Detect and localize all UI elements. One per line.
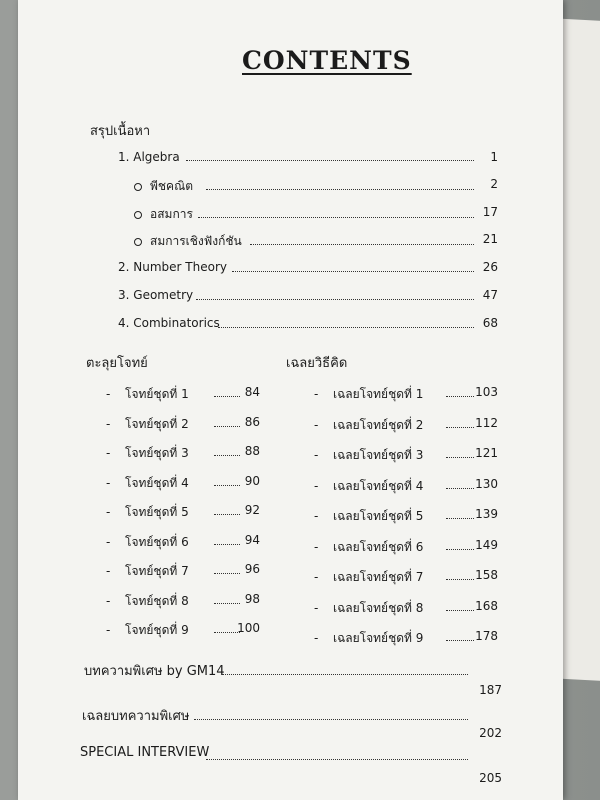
leader-dots [206, 189, 474, 190]
page-number: 68 [482, 316, 498, 330]
toc-label: โจทย์ชุดที่ 5 [125, 505, 189, 519]
page-number: 47 [482, 288, 498, 302]
problem-set-entry[interactable] [106, 385, 189, 404]
toc-label: บทความพิเศษ by GM14 [84, 664, 225, 679]
page-number: 21 [482, 232, 498, 246]
solution-entry[interactable] [314, 599, 423, 618]
page-number: 139 [475, 507, 498, 521]
toc-label: โจทย์ชุดที่ 2 [125, 416, 189, 431]
toc-entry[interactable] [118, 260, 227, 274]
page-number: 92 [244, 503, 260, 517]
page-number: 202 [479, 726, 502, 740]
page-number: 96 [244, 562, 260, 576]
leader-dots [222, 674, 468, 675]
toc-label: เฉลยบทความพิเศษ [82, 709, 190, 724]
page-number: 158 [475, 568, 498, 582]
toc-label: โจทย์ชุดที่ 7 [125, 564, 189, 578]
dash-icon: - [314, 509, 319, 523]
toc-label: 3. Geometry [118, 288, 194, 302]
bullet-icon [134, 183, 142, 191]
solution-entry[interactable] [314, 477, 423, 496]
toc-label: เฉลยโจทย์ชุดที่ 4 [333, 478, 424, 493]
toc-subentry[interactable] [134, 177, 193, 196]
toc-entry[interactable] [118, 288, 193, 302]
leader-dots [198, 217, 474, 218]
toc-entry[interactable] [82, 705, 189, 726]
solution-entry[interactable] [314, 568, 423, 587]
toc-label: เฉลยโจทย์ชุดที่ 1 [333, 387, 424, 401]
toc-subentry[interactable] [134, 232, 242, 251]
dash-icon: - [106, 387, 111, 401]
toc-entry[interactable] [118, 316, 220, 330]
problem-set-entry[interactable] [106, 533, 189, 552]
solutions-heading: เฉลยวิธีคิด [286, 356, 348, 371]
problem-set-entry[interactable] [106, 621, 189, 640]
toc-label: 4. Combinatorics [118, 316, 220, 330]
toc-label: โจทย์ชุดที่ 3 [125, 446, 189, 460]
solution-entry[interactable] [314, 629, 423, 648]
page-number: 94 [244, 532, 260, 547]
toc-label: พีชคณิต [150, 179, 194, 193]
page-number: 1 [490, 150, 498, 164]
dash-icon: - [314, 631, 319, 645]
problem-set-entry[interactable] [106, 503, 189, 522]
toc-label: อสมการ [150, 207, 193, 221]
page-number: 121 [475, 446, 498, 460]
page-number: 98 [244, 591, 260, 606]
dash-icon: - [106, 475, 111, 490]
dash-icon: - [106, 505, 111, 519]
page-number: 187 [479, 683, 502, 697]
dash-icon: - [106, 416, 111, 431]
page-number: 168 [475, 598, 498, 613]
toc-label: เฉลยโจทย์ชุดที่ 6 [333, 539, 424, 554]
toc-label: 2. Number Theory [118, 260, 227, 274]
problem-set-entry[interactable] [106, 415, 189, 434]
toc-subentry[interactable] [134, 205, 193, 224]
problems-heading: ตะลุยโจทย์ [86, 356, 148, 371]
solution-entry[interactable] [314, 446, 423, 465]
page-number: 88 [244, 444, 260, 458]
contents-page [18, 0, 563, 800]
toc-label: โจทย์ชุดที่ 4 [125, 475, 189, 490]
problem-set-entry[interactable] [106, 592, 189, 611]
leader-dots [194, 719, 468, 720]
page-number: 103 [475, 385, 498, 399]
page-number: 130 [475, 476, 498, 491]
toc-label: เฉลยโจทย์ชุดที่ 7 [333, 570, 424, 584]
bullet-icon [134, 238, 142, 246]
solution-entry[interactable] [314, 507, 423, 526]
page-number: 2 [490, 177, 498, 191]
page-number: 112 [475, 415, 498, 430]
dash-icon: - [106, 446, 111, 460]
dash-icon: - [314, 570, 319, 584]
problem-set-entry[interactable] [106, 474, 189, 493]
page-number: 17 [482, 205, 498, 219]
dash-icon: - [106, 534, 111, 549]
toc-label: สมการเชิงฟังก์ชัน [150, 234, 242, 248]
page-number: 26 [482, 260, 498, 274]
dash-icon: - [314, 539, 319, 554]
toc-label: เฉลยโจทย์ชุดที่ 5 [333, 509, 424, 523]
leader-dots [186, 160, 474, 161]
page-number: 149 [475, 537, 498, 552]
toc-entry[interactable] [80, 745, 209, 760]
dash-icon: - [314, 478, 319, 493]
toc-entry[interactable] [118, 150, 180, 164]
dash-icon: - [314, 417, 319, 432]
leader-dots [232, 271, 474, 272]
page-number: 205 [479, 771, 502, 785]
toc-label: โจทย์ชุดที่ 9 [125, 623, 189, 637]
leader-dots [196, 299, 474, 300]
dash-icon: - [106, 593, 111, 608]
dash-icon: - [314, 387, 319, 401]
problem-set-entry[interactable] [106, 562, 189, 581]
page-title: CONTENTS [242, 46, 412, 75]
toc-label: เฉลยโจทย์ชุดที่ 3 [333, 448, 424, 462]
solution-entry[interactable] [314, 416, 423, 435]
toc-label: เฉลยโจทย์ชุดที่ 2 [333, 417, 424, 432]
dash-icon: - [314, 448, 319, 462]
toc-label: เฉลยโจทย์ชุดที่ 9 [333, 631, 424, 645]
toc-label: โจทย์ชุดที่ 8 [125, 593, 189, 608]
toc-label: โจทย์ชุดที่ 1 [125, 387, 189, 401]
dash-icon: - [106, 564, 111, 578]
page-number: 84 [244, 385, 260, 399]
problem-set-entry[interactable] [106, 444, 189, 463]
leader-dots [218, 327, 474, 328]
bullet-icon [134, 211, 142, 219]
page-number: 100 [237, 621, 260, 635]
solution-entry[interactable] [314, 385, 423, 404]
page-number: 86 [244, 414, 260, 429]
toc-label: โจทย์ชุดที่ 6 [125, 534, 189, 549]
dash-icon: - [106, 623, 111, 637]
leader-dots [250, 244, 474, 245]
toc-label: SPECIAL INTERVIEW [80, 745, 210, 760]
page-number: 90 [244, 473, 260, 488]
toc-label: เฉลยโจทย์ชุดที่ 8 [333, 600, 424, 615]
leader-dots [206, 759, 468, 760]
summary-heading: สรุปเนื้อหา [90, 124, 151, 139]
page-number: 178 [475, 629, 498, 643]
dash-icon: - [314, 600, 319, 615]
toc-label: 1. Algebra [118, 150, 180, 164]
toc-entry[interactable] [84, 660, 225, 681]
solution-entry[interactable] [314, 538, 423, 557]
